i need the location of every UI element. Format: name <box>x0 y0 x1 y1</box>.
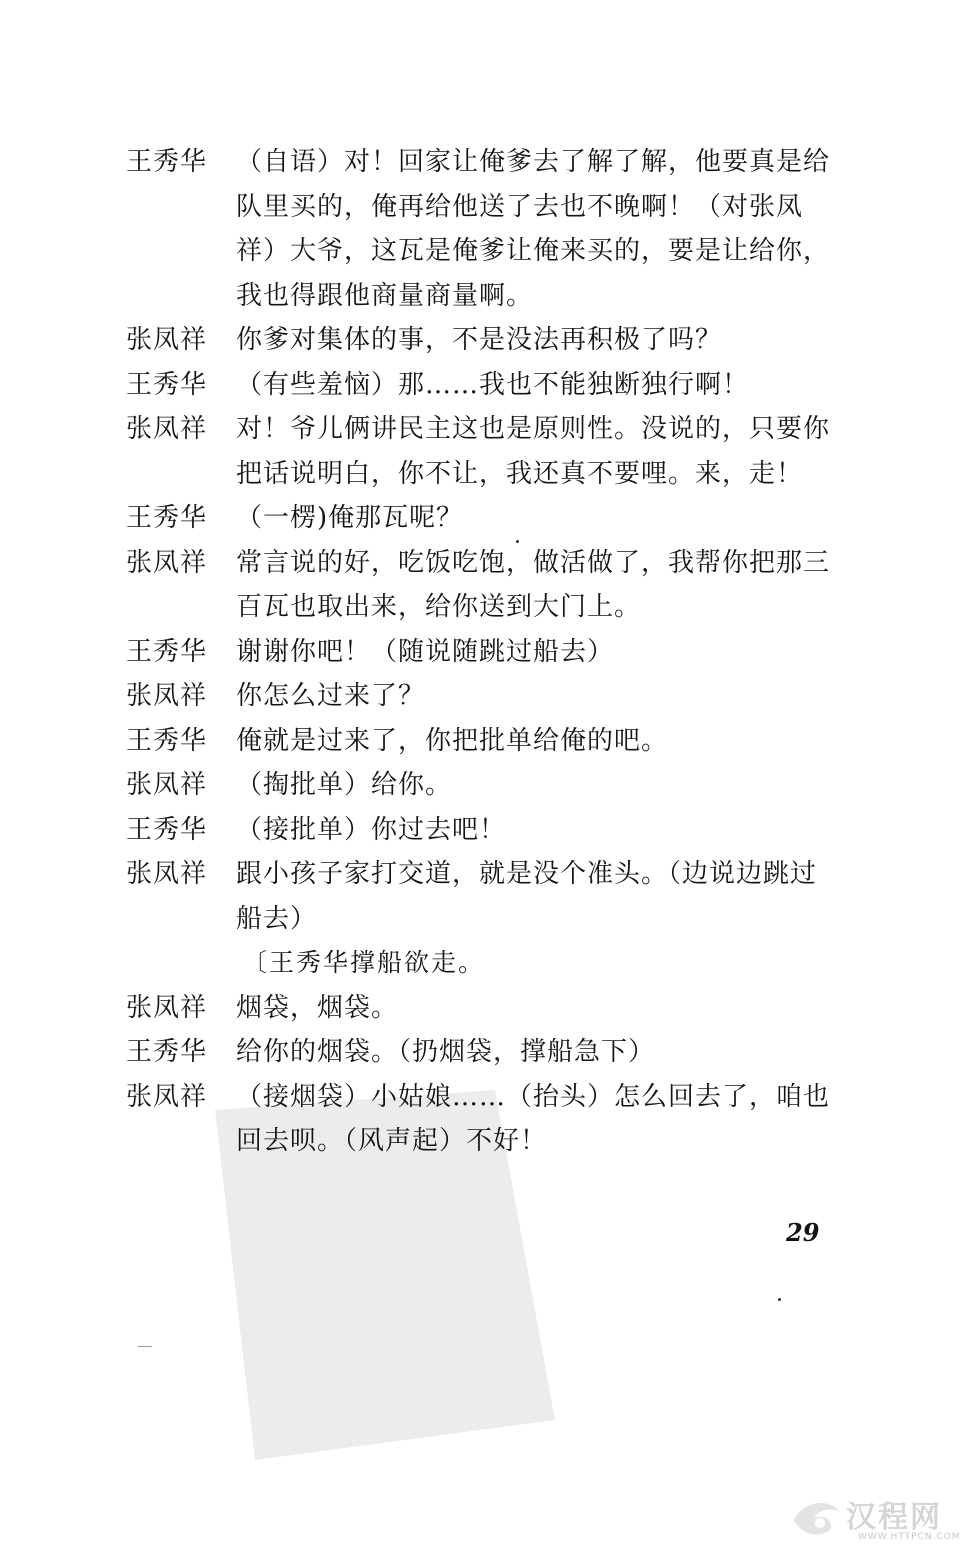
speech-line: 百瓦也取出来，给你送到大门上。 <box>236 592 642 622</box>
speech-text <box>236 852 846 941</box>
speaker-name: 王秀华 <box>126 636 208 667</box>
speaker-name: 王秀华 <box>126 503 208 533</box>
dialogue-entry <box>126 1075 846 1164</box>
speech-text <box>236 630 846 675</box>
scan-speck <box>138 1346 152 1347</box>
speech-text <box>236 140 846 318</box>
speech-line: 常言说的好，吃饭吃饱，做活做了，我帮你把那三 <box>236 547 831 578</box>
stage-direction: 〔王秀华撑船欲走。 <box>242 948 486 977</box>
dialogue-entry <box>126 140 846 318</box>
speech-line: （有些羞恼）那……我也不能独断独行啊！ <box>236 369 750 400</box>
speech-line: （掏批单）给你。 <box>236 770 453 800</box>
speech-line: 我也得跟他商量商量啊。 <box>236 280 534 311</box>
speaker-name: 张凤祥 <box>126 547 208 578</box>
speech-line: （接批单）你过去吧！ <box>236 814 507 845</box>
dialogue-entry <box>126 496 846 541</box>
speech-line: 俺就是过来了，你把批单给俺的吧。 <box>236 725 669 756</box>
speaker-name: 王秀华 <box>126 147 208 177</box>
speech-text <box>236 1030 846 1075</box>
dialogue-entry <box>126 986 846 1031</box>
speaker-name: 王秀华 <box>126 1037 208 1067</box>
speech-line: （自语）对！回家让俺爹去了解了解，他要真是给 <box>236 147 831 177</box>
speech-text <box>236 363 846 408</box>
speaker-name: 张凤祥 <box>126 681 208 711</box>
speaker-name: 张凤祥 <box>126 770 208 800</box>
speech-text <box>236 986 846 1031</box>
speech-text <box>236 808 846 853</box>
speech-line: 回去呗。（风声起）不好！ <box>236 1126 548 1156</box>
speech-line: （接烟袋）小姑娘……（抬头）怎么回去了，咱也 <box>236 1081 831 1112</box>
speech-line: 对！爷儿俩讲民主这也是原则性。没说的，只要你 <box>236 414 831 444</box>
dialogue-entry <box>126 808 846 853</box>
play-script <box>126 140 846 1164</box>
dialogue-entry <box>126 763 846 808</box>
speaker-name: 张凤祥 <box>126 1081 208 1112</box>
dialogue-entry <box>126 407 846 496</box>
speech-line: 谢谢你吧！（随说随跳过船去） <box>236 636 615 667</box>
speech-line: 跟小孩子家打交道，就是没个准头。（边说边跳过 <box>236 859 818 889</box>
scan-speck <box>778 1298 781 1301</box>
speech-text <box>236 1075 846 1164</box>
speech-text <box>236 318 846 363</box>
speech-line: 队里买的，俺再给他送了去也不晚啊！（对张凤 <box>236 191 804 222</box>
speech-line: 把话说明白，你不让，我还真不要哩。来，走！ <box>236 458 804 489</box>
speaker-name: 张凤祥 <box>126 325 208 355</box>
dialogue-entry <box>126 719 846 764</box>
dialogue-entry <box>126 318 846 363</box>
speech-line: 给你的烟袋。（扔烟袋，撑船急下） <box>236 1037 656 1067</box>
speech-text <box>236 763 846 808</box>
speech-text <box>236 407 846 496</box>
site-name: 汉程网 <box>846 1500 942 1535</box>
speech-line: 你怎么过来了？ <box>236 681 426 711</box>
speaker-name: 张凤祥 <box>126 414 208 444</box>
site-url: WWW.HTTPCN.COM <box>858 1532 961 1542</box>
speaker-name: 张凤祥 <box>126 992 208 1023</box>
dialogue-entry <box>126 541 846 630</box>
dialogue-entry <box>126 363 846 408</box>
speech-line: 烟袋，烟袋。 <box>236 992 399 1023</box>
dialogue-entry <box>126 674 846 719</box>
speech-text <box>236 674 846 719</box>
dialogue-entry <box>126 630 846 675</box>
speech-text <box>236 541 846 630</box>
speaker-name: 王秀华 <box>126 725 208 756</box>
speech-text <box>236 719 846 764</box>
dialogue-entry <box>126 852 846 941</box>
speech-text <box>236 496 846 541</box>
speaker-name: 王秀华 <box>126 369 208 400</box>
scan-speck <box>516 540 519 543</box>
speech-line: 船去） <box>236 903 318 934</box>
speech-line: 祥）大爷，这瓦是俺爹让俺来买的，要是让给你， <box>236 236 831 266</box>
page-number: 29 <box>786 1218 820 1247</box>
speech-line: 你爹对集体的事，不是没法再积极了吗？ <box>236 325 723 355</box>
speaker-name: 张凤祥 <box>126 859 208 889</box>
dialogue-entry <box>126 1030 846 1075</box>
speech-line: （一楞)俺那瓦呢？ <box>236 503 464 533</box>
speaker-name: 王秀华 <box>126 814 208 845</box>
